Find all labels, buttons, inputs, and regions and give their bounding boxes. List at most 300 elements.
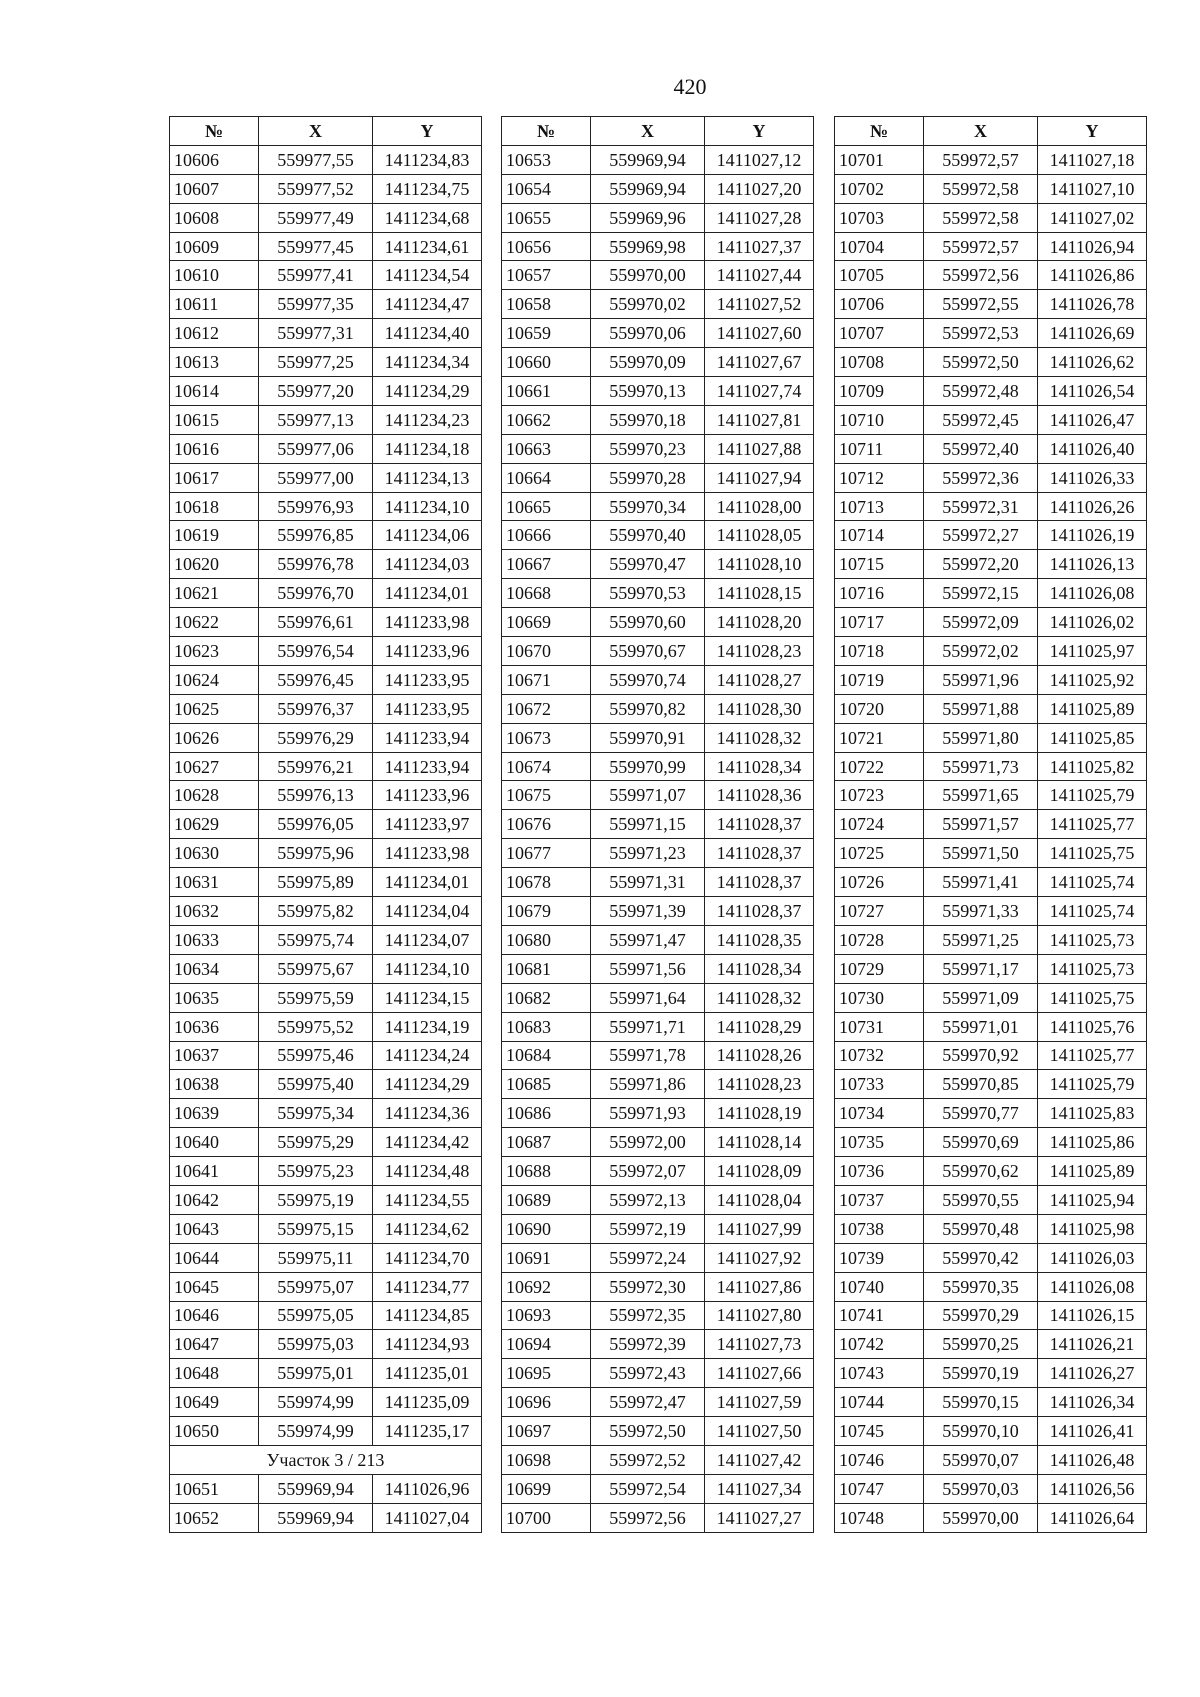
x-coordinate: 559971,64 <box>591 983 705 1012</box>
table-row <box>170 145 482 174</box>
point-number: 10698 <box>502 1445 591 1474</box>
x-coordinate: 559970,91 <box>591 723 705 752</box>
y-coordinate: 1411233,94 <box>373 723 482 752</box>
point-number: 10606 <box>170 145 259 174</box>
y-coordinate: 1411025,97 <box>1038 637 1147 666</box>
table-row <box>170 550 482 579</box>
y-coordinate: 1411026,02 <box>1038 608 1147 637</box>
point-number: 10645 <box>170 1272 259 1301</box>
table-row <box>170 694 482 723</box>
table-row <box>502 232 814 261</box>
point-number: 10616 <box>170 434 259 463</box>
table-row <box>835 434 1147 463</box>
x-coordinate: 559970,03 <box>924 1474 1038 1503</box>
y-coordinate: 1411234,36 <box>373 1099 482 1128</box>
x-coordinate: 559970,13 <box>591 377 705 406</box>
y-coordinate: 1411027,02 <box>1038 203 1147 232</box>
point-number: 10609 <box>170 232 259 261</box>
table-row <box>170 1330 482 1359</box>
point-number: 10651 <box>170 1474 259 1503</box>
point-number: 10746 <box>835 1445 924 1474</box>
point-number: 10666 <box>502 521 591 550</box>
x-coordinate: 559970,09 <box>591 348 705 377</box>
x-coordinate: 559971,31 <box>591 868 705 897</box>
x-coordinate: 559976,78 <box>259 550 373 579</box>
x-coordinate: 559977,45 <box>259 232 373 261</box>
x-coordinate: 559970,85 <box>924 1070 1038 1099</box>
table-row <box>835 145 1147 174</box>
table-row <box>170 723 482 752</box>
y-coordinate: 1411028,23 <box>705 1070 814 1099</box>
point-number: 10633 <box>170 925 259 954</box>
table-row <box>170 1301 482 1330</box>
table-row <box>502 1243 814 1272</box>
table-row <box>502 1359 814 1388</box>
table-row <box>170 405 482 434</box>
table-row <box>835 1012 1147 1041</box>
table-row <box>502 463 814 492</box>
x-coordinate: 559977,25 <box>259 348 373 377</box>
point-number: 10722 <box>835 752 924 781</box>
x-coordinate: 559969,94 <box>591 174 705 203</box>
x-coordinate: 559971,78 <box>591 1041 705 1070</box>
x-coordinate: 559970,40 <box>591 521 705 550</box>
table-row <box>835 1359 1147 1388</box>
point-number: 10652 <box>170 1503 259 1532</box>
x-coordinate: 559977,13 <box>259 405 373 434</box>
y-coordinate: 1411027,50 <box>705 1417 814 1446</box>
x-coordinate: 559970,69 <box>924 1128 1038 1157</box>
y-coordinate: 1411234,54 <box>373 261 482 290</box>
point-number: 10636 <box>170 1012 259 1041</box>
table-row <box>502 1157 814 1186</box>
table-row <box>502 203 814 232</box>
point-number: 10630 <box>170 839 259 868</box>
point-number: 10655 <box>502 203 591 232</box>
y-coordinate: 1411025,98 <box>1038 1214 1147 1243</box>
table-row <box>502 348 814 377</box>
point-number: 10743 <box>835 1359 924 1388</box>
x-coordinate: 559972,58 <box>924 203 1038 232</box>
x-coordinate: 559970,48 <box>924 1214 1038 1243</box>
y-coordinate: 1411027,44 <box>705 261 814 290</box>
point-number: 10748 <box>835 1503 924 1532</box>
section-label: Участок 3 / 213 <box>170 1445 482 1474</box>
table-row <box>502 492 814 521</box>
point-number: 10744 <box>835 1388 924 1417</box>
x-coordinate: 559972,45 <box>924 405 1038 434</box>
y-coordinate: 1411027,60 <box>705 319 814 348</box>
x-coordinate: 559970,92 <box>924 1041 1038 1070</box>
table-row <box>835 174 1147 203</box>
y-coordinate: 1411234,18 <box>373 434 482 463</box>
point-number: 10620 <box>170 550 259 579</box>
y-coordinate: 1411027,10 <box>1038 174 1147 203</box>
table-row <box>502 983 814 1012</box>
x-coordinate: 559971,96 <box>924 665 1038 694</box>
y-coordinate: 1411234,85 <box>373 1301 482 1330</box>
x-coordinate: 559975,01 <box>259 1359 373 1388</box>
x-coordinate: 559975,52 <box>259 1012 373 1041</box>
table-row <box>835 1417 1147 1446</box>
table-row <box>502 810 814 839</box>
point-number: 10663 <box>502 434 591 463</box>
x-coordinate: 559977,41 <box>259 261 373 290</box>
point-number: 10676 <box>502 810 591 839</box>
table-row <box>502 1417 814 1446</box>
y-coordinate: 1411027,81 <box>705 405 814 434</box>
table-row <box>835 1214 1147 1243</box>
y-coordinate: 1411234,93 <box>373 1330 482 1359</box>
y-coordinate: 1411234,29 <box>373 1070 482 1099</box>
x-coordinate: 559971,57 <box>924 810 1038 839</box>
y-coordinate: 1411233,95 <box>373 694 482 723</box>
table-row <box>835 521 1147 550</box>
x-coordinate: 559971,15 <box>591 810 705 839</box>
table-row <box>170 290 482 319</box>
table-row <box>170 348 482 377</box>
point-number: 10736 <box>835 1157 924 1186</box>
table-row <box>170 463 482 492</box>
x-coordinate: 559976,61 <box>259 608 373 637</box>
point-number: 10671 <box>502 665 591 694</box>
x-coordinate: 559974,99 <box>259 1417 373 1446</box>
x-coordinate: 559970,02 <box>591 290 705 319</box>
x-coordinate: 559972,57 <box>924 145 1038 174</box>
page-number: 420 <box>673 74 707 99</box>
header-y: Y <box>1038 117 1147 146</box>
y-coordinate: 1411027,73 <box>705 1330 814 1359</box>
table-row <box>502 1330 814 1359</box>
point-number: 10741 <box>835 1301 924 1330</box>
table-row <box>835 463 1147 492</box>
table-row <box>835 1474 1147 1503</box>
point-number: 10735 <box>835 1128 924 1157</box>
table-row <box>835 1272 1147 1301</box>
x-coordinate: 559975,74 <box>259 925 373 954</box>
table-row <box>502 781 814 810</box>
x-coordinate: 559970,00 <box>924 1503 1038 1532</box>
x-coordinate: 559970,00 <box>591 261 705 290</box>
y-coordinate: 1411234,04 <box>373 897 482 926</box>
x-coordinate: 559976,45 <box>259 665 373 694</box>
table-row <box>170 434 482 463</box>
x-coordinate: 559972,24 <box>591 1243 705 1272</box>
table-row <box>170 1128 482 1157</box>
x-coordinate: 559976,70 <box>259 579 373 608</box>
y-coordinate: 1411027,66 <box>705 1359 814 1388</box>
y-coordinate: 1411234,61 <box>373 232 482 261</box>
point-number: 10691 <box>502 1243 591 1272</box>
coordinates-table-2 <box>501 116 814 1533</box>
x-coordinate: 559970,53 <box>591 579 705 608</box>
x-coordinate: 559972,09 <box>924 608 1038 637</box>
y-coordinate: 1411026,86 <box>1038 261 1147 290</box>
table-row <box>502 1070 814 1099</box>
y-coordinate: 1411026,96 <box>373 1474 482 1503</box>
table-row <box>170 1359 482 1388</box>
y-coordinate: 1411025,73 <box>1038 954 1147 983</box>
table-row <box>502 1272 814 1301</box>
y-coordinate: 1411026,64 <box>1038 1503 1147 1532</box>
table-row <box>170 839 482 868</box>
point-number: 10731 <box>835 1012 924 1041</box>
point-number: 10622 <box>170 608 259 637</box>
table-row <box>170 1503 482 1532</box>
table-row <box>835 348 1147 377</box>
x-coordinate: 559971,88 <box>924 694 1038 723</box>
x-coordinate: 559971,80 <box>924 723 1038 752</box>
y-coordinate: 1411235,09 <box>373 1388 482 1417</box>
y-coordinate: 1411028,05 <box>705 521 814 550</box>
x-coordinate: 559971,93 <box>591 1099 705 1128</box>
x-coordinate: 559975,19 <box>259 1185 373 1214</box>
table-row <box>170 810 482 839</box>
point-number: 10689 <box>502 1185 591 1214</box>
table-row <box>170 1012 482 1041</box>
y-coordinate: 1411234,15 <box>373 983 482 1012</box>
point-number: 10717 <box>835 608 924 637</box>
y-coordinate: 1411026,40 <box>1038 434 1147 463</box>
point-number: 10668 <box>502 579 591 608</box>
point-number: 10686 <box>502 1099 591 1128</box>
point-number: 10670 <box>502 637 591 666</box>
y-coordinate: 1411026,03 <box>1038 1243 1147 1272</box>
point-number: 10672 <box>502 694 591 723</box>
x-coordinate: 559970,99 <box>591 752 705 781</box>
x-coordinate: 559972,39 <box>591 1330 705 1359</box>
y-coordinate: 1411027,74 <box>705 377 814 406</box>
table-row <box>170 1417 482 1446</box>
y-coordinate: 1411028,37 <box>705 897 814 926</box>
point-number: 10647 <box>170 1330 259 1359</box>
x-coordinate: 559972,13 <box>591 1185 705 1214</box>
point-number: 10631 <box>170 868 259 897</box>
x-coordinate: 559977,49 <box>259 203 373 232</box>
point-number: 10728 <box>835 925 924 954</box>
point-number: 10685 <box>502 1070 591 1099</box>
y-coordinate: 1411234,34 <box>373 348 482 377</box>
point-number: 10709 <box>835 377 924 406</box>
x-coordinate: 559975,89 <box>259 868 373 897</box>
table-row <box>170 579 482 608</box>
y-coordinate: 1411025,75 <box>1038 839 1147 868</box>
point-number: 10712 <box>835 463 924 492</box>
point-number: 10679 <box>502 897 591 926</box>
y-coordinate: 1411028,20 <box>705 608 814 637</box>
x-coordinate: 559971,73 <box>924 752 1038 781</box>
x-coordinate: 559971,86 <box>591 1070 705 1099</box>
y-coordinate: 1411234,48 <box>373 1157 482 1186</box>
x-coordinate: 559972,50 <box>591 1417 705 1446</box>
point-number: 10715 <box>835 550 924 579</box>
table-row <box>170 1388 482 1417</box>
table-row <box>170 925 482 954</box>
table-row <box>835 1099 1147 1128</box>
table-row <box>502 694 814 723</box>
y-coordinate: 1411027,94 <box>705 463 814 492</box>
table-row <box>170 261 482 290</box>
x-coordinate: 559970,60 <box>591 608 705 637</box>
point-number: 10725 <box>835 839 924 868</box>
x-coordinate: 559972,52 <box>591 1445 705 1474</box>
table-row <box>170 868 482 897</box>
y-coordinate: 1411027,99 <box>705 1214 814 1243</box>
point-number: 10614 <box>170 377 259 406</box>
table-row <box>170 319 482 348</box>
point-number: 10681 <box>502 954 591 983</box>
x-coordinate: 559975,82 <box>259 897 373 926</box>
x-coordinate: 559969,94 <box>259 1503 373 1532</box>
point-number: 10632 <box>170 897 259 926</box>
point-number: 10612 <box>170 319 259 348</box>
point-number: 10718 <box>835 637 924 666</box>
x-coordinate: 559971,39 <box>591 897 705 926</box>
x-coordinate: 559977,20 <box>259 377 373 406</box>
point-number: 10660 <box>502 348 591 377</box>
x-coordinate: 559972,40 <box>924 434 1038 463</box>
x-coordinate: 559971,71 <box>591 1012 705 1041</box>
point-number: 10653 <box>502 145 591 174</box>
table-row <box>502 1041 814 1070</box>
point-number: 10694 <box>502 1330 591 1359</box>
table-row <box>835 1330 1147 1359</box>
x-coordinate: 559972,00 <box>591 1128 705 1157</box>
point-number: 10714 <box>835 521 924 550</box>
table-row <box>835 897 1147 926</box>
y-coordinate: 1411028,30 <box>705 694 814 723</box>
y-coordinate: 1411026,69 <box>1038 319 1147 348</box>
x-coordinate: 559969,96 <box>591 203 705 232</box>
x-coordinate: 559972,27 <box>924 521 1038 550</box>
y-coordinate: 1411025,86 <box>1038 1128 1147 1157</box>
x-coordinate: 559975,15 <box>259 1214 373 1243</box>
table-row <box>170 665 482 694</box>
table-row <box>502 521 814 550</box>
x-coordinate: 559976,29 <box>259 723 373 752</box>
x-coordinate: 559976,93 <box>259 492 373 521</box>
y-coordinate: 1411234,13 <box>373 463 482 492</box>
y-coordinate: 1411025,85 <box>1038 723 1147 752</box>
table-row <box>170 781 482 810</box>
table-row <box>835 1070 1147 1099</box>
x-coordinate: 559971,56 <box>591 954 705 983</box>
x-coordinate: 559970,28 <box>591 463 705 492</box>
x-coordinate: 559972,47 <box>591 1388 705 1417</box>
point-number: 10732 <box>835 1041 924 1070</box>
x-coordinate: 559974,99 <box>259 1388 373 1417</box>
coordinates-table-3 <box>834 116 1147 1533</box>
table-row <box>835 1128 1147 1157</box>
x-coordinate: 559975,34 <box>259 1099 373 1128</box>
y-coordinate: 1411026,15 <box>1038 1301 1147 1330</box>
y-coordinate: 1411233,96 <box>373 781 482 810</box>
table-row <box>835 377 1147 406</box>
y-coordinate: 1411026,78 <box>1038 290 1147 319</box>
y-coordinate: 1411025,79 <box>1038 781 1147 810</box>
y-coordinate: 1411234,01 <box>373 868 482 897</box>
x-coordinate: 559975,29 <box>259 1128 373 1157</box>
table-row <box>502 897 814 926</box>
y-coordinate: 1411234,19 <box>373 1012 482 1041</box>
point-number: 10629 <box>170 810 259 839</box>
point-number: 10623 <box>170 637 259 666</box>
y-coordinate: 1411025,77 <box>1038 1041 1147 1070</box>
y-coordinate: 1411028,34 <box>705 954 814 983</box>
x-coordinate: 559977,52 <box>259 174 373 203</box>
x-coordinate: 559977,06 <box>259 434 373 463</box>
table-row <box>502 839 814 868</box>
table-row <box>835 983 1147 1012</box>
x-coordinate: 559975,23 <box>259 1157 373 1186</box>
x-coordinate: 559971,09 <box>924 983 1038 1012</box>
table-row <box>835 868 1147 897</box>
point-number: 10638 <box>170 1070 259 1099</box>
point-number: 10624 <box>170 665 259 694</box>
y-coordinate: 1411028,15 <box>705 579 814 608</box>
y-coordinate: 1411027,42 <box>705 1445 814 1474</box>
x-coordinate: 559972,43 <box>591 1359 705 1388</box>
table-row <box>502 405 814 434</box>
point-number: 10635 <box>170 983 259 1012</box>
table-row <box>835 1503 1147 1532</box>
x-coordinate: 559970,55 <box>924 1185 1038 1214</box>
y-coordinate: 1411028,09 <box>705 1157 814 1186</box>
point-number: 10713 <box>835 492 924 521</box>
y-coordinate: 1411234,24 <box>373 1041 482 1070</box>
y-coordinate: 1411028,04 <box>705 1185 814 1214</box>
y-coordinate: 1411235,01 <box>373 1359 482 1388</box>
point-number: 10739 <box>835 1243 924 1272</box>
table-row <box>502 723 814 752</box>
point-number: 10661 <box>502 377 591 406</box>
x-coordinate: 559976,13 <box>259 781 373 810</box>
table-row <box>835 954 1147 983</box>
table-row <box>170 897 482 926</box>
table-body <box>835 145 1147 1532</box>
y-coordinate: 1411025,75 <box>1038 983 1147 1012</box>
y-coordinate: 1411025,89 <box>1038 1157 1147 1186</box>
table-row <box>502 377 814 406</box>
table-row <box>835 608 1147 637</box>
y-coordinate: 1411028,37 <box>705 868 814 897</box>
table-row <box>170 608 482 637</box>
y-coordinate: 1411234,77 <box>373 1272 482 1301</box>
y-coordinate: 1411027,34 <box>705 1474 814 1503</box>
point-number: 10705 <box>835 261 924 290</box>
table-row <box>835 492 1147 521</box>
point-number: 10682 <box>502 983 591 1012</box>
point-number: 10610 <box>170 261 259 290</box>
point-number: 10607 <box>170 174 259 203</box>
header-row <box>170 117 482 146</box>
table-row <box>835 290 1147 319</box>
point-number: 10656 <box>502 232 591 261</box>
x-coordinate: 559970,74 <box>591 665 705 694</box>
x-coordinate: 559972,54 <box>591 1474 705 1503</box>
x-coordinate: 559971,07 <box>591 781 705 810</box>
table-row <box>502 608 814 637</box>
table-row <box>835 925 1147 954</box>
y-coordinate: 1411234,06 <box>373 521 482 550</box>
y-coordinate: 1411234,40 <box>373 319 482 348</box>
table-row <box>835 723 1147 752</box>
table-row <box>170 954 482 983</box>
y-coordinate: 1411027,59 <box>705 1388 814 1417</box>
y-coordinate: 1411235,17 <box>373 1417 482 1446</box>
header-num: № <box>170 117 259 146</box>
x-coordinate: 559976,21 <box>259 752 373 781</box>
